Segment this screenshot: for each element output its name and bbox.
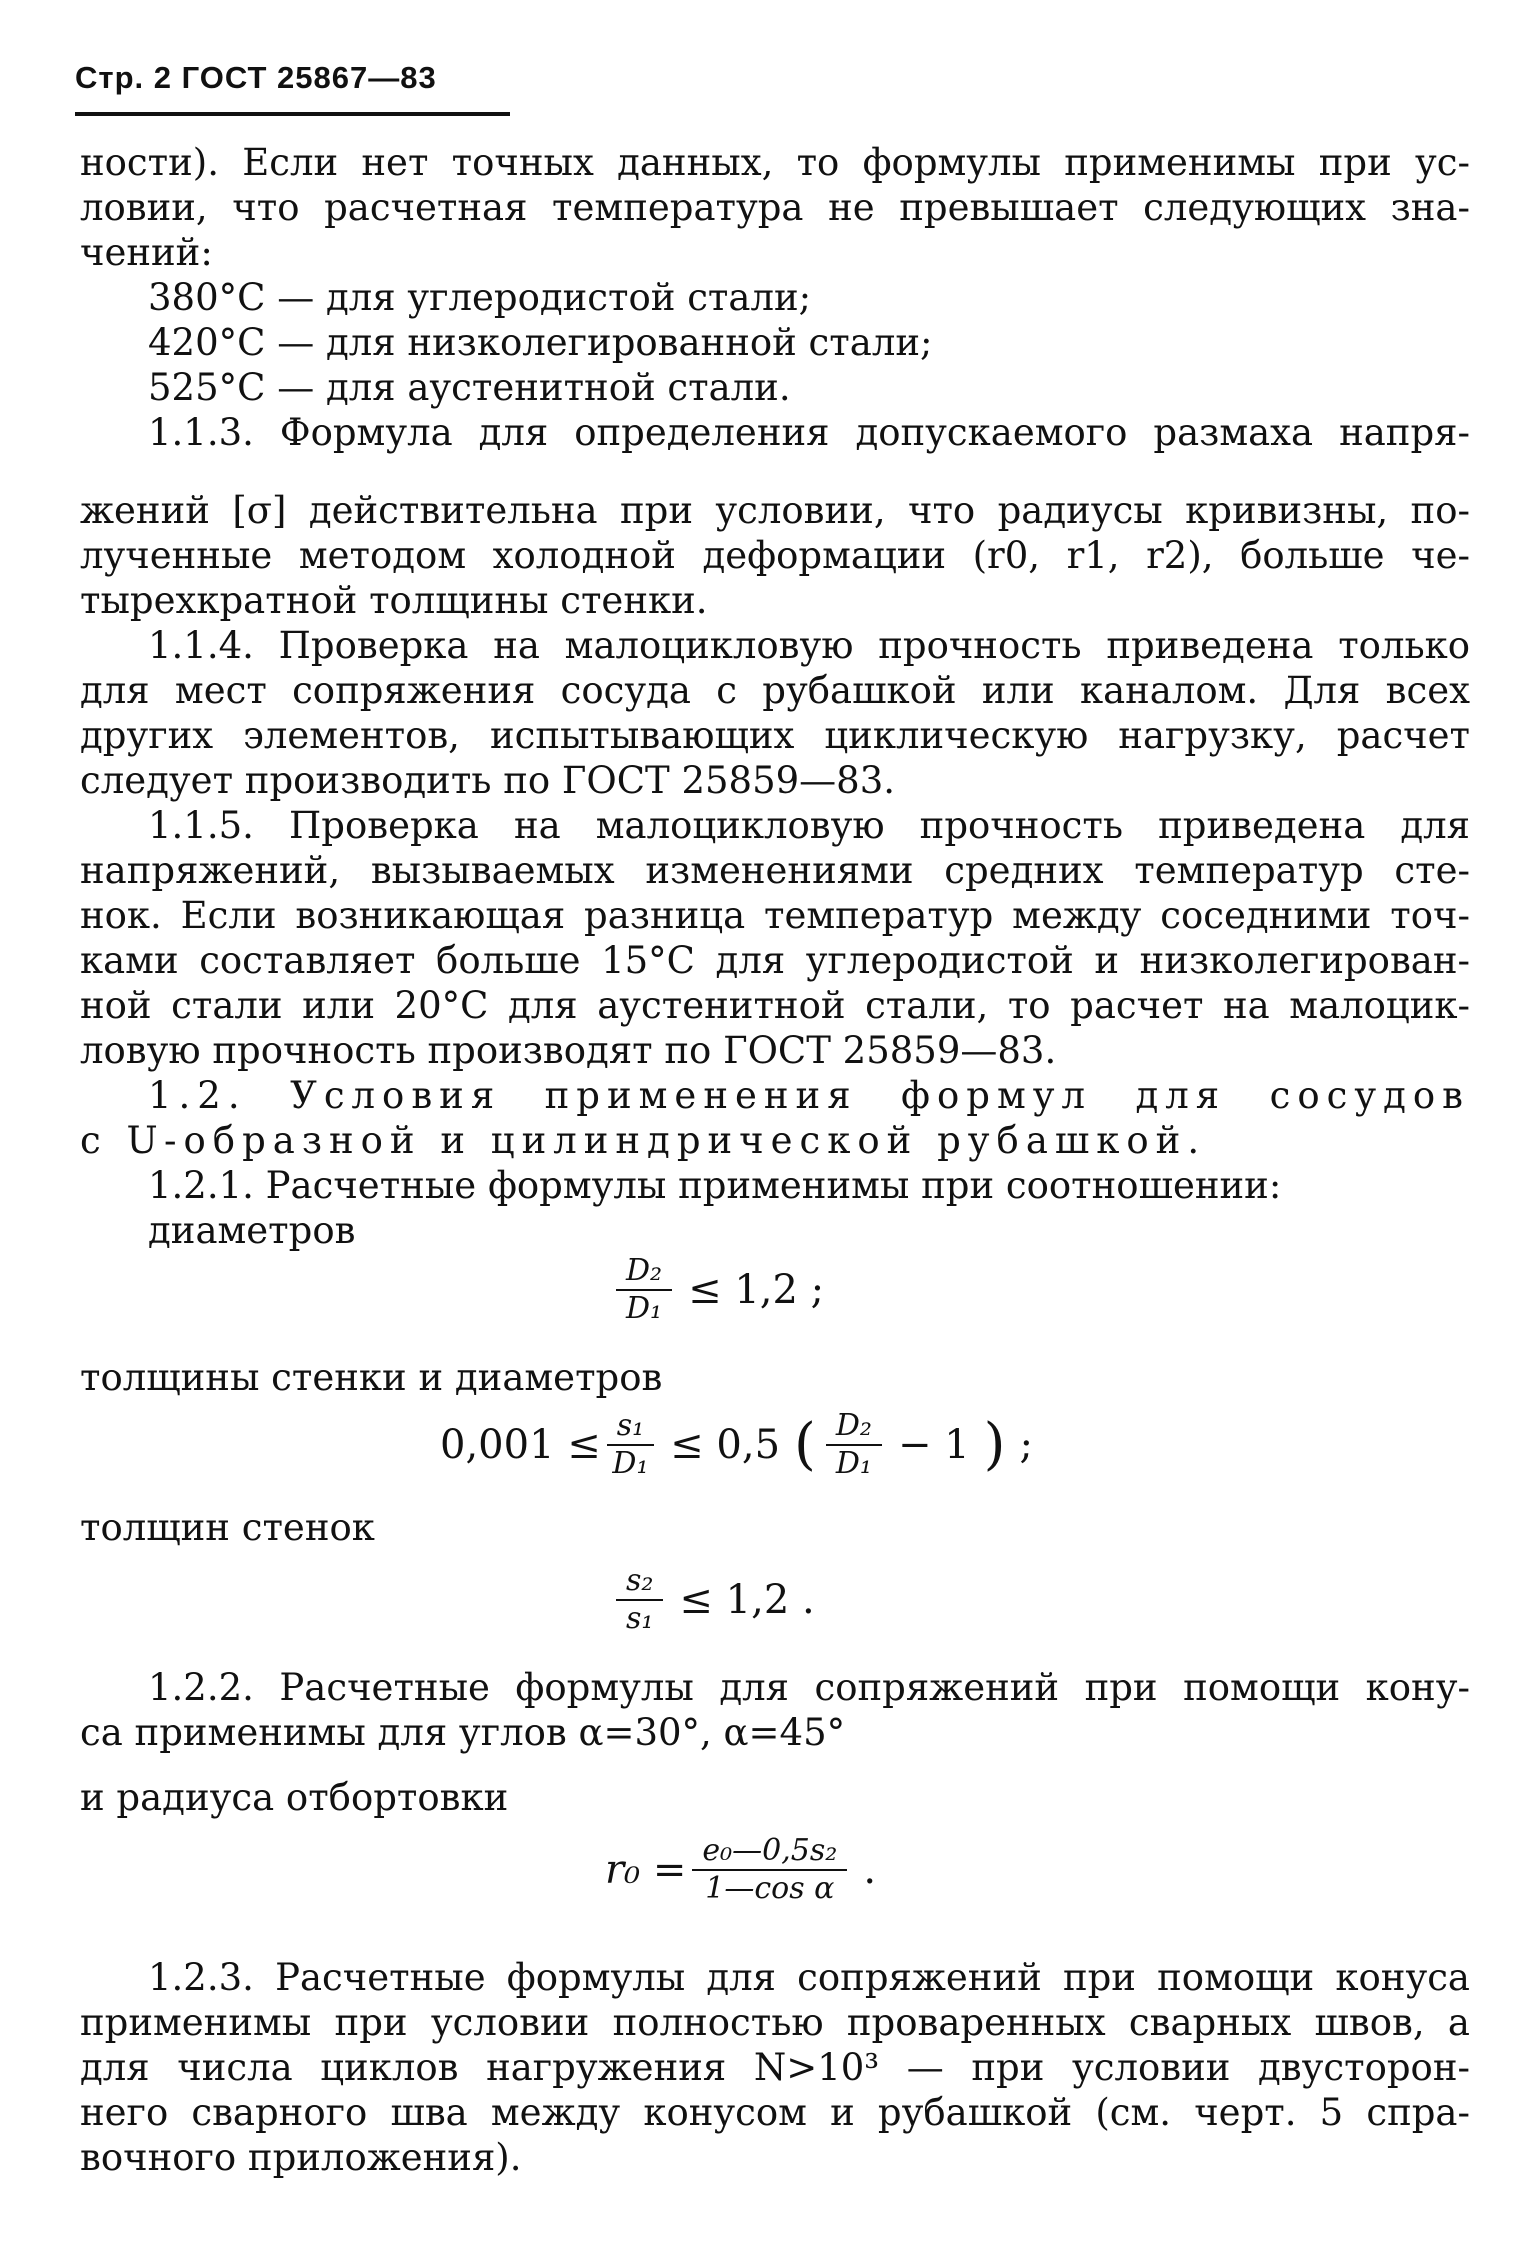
- denominator: D₁: [626, 1291, 663, 1326]
- numerator: e₀—0,5s₂: [692, 1835, 847, 1871]
- text-line: применимы при условии полностью проваренных сварных швов, а: [80, 2001, 1470, 2044]
- formula-end: .: [863, 1847, 877, 1893]
- fraction: [826, 1410, 882, 1480]
- text-line: ловии, что расчетная температура не превышает следующих зна-: [80, 186, 1470, 229]
- paragraph-1-2-3: [80, 1955, 1470, 2180]
- text-line: для мест сопряжения сосуда с рубашкой или каналом. Для всех: [80, 669, 1470, 712]
- fraction: [607, 1410, 654, 1480]
- text-line: толщины стенки и диаметров: [80, 1356, 663, 1399]
- formula-end: ;: [1019, 1422, 1033, 1468]
- paragraph-1-2-2: [80, 1665, 1470, 1755]
- relation: ≤ 1,2 .: [679, 1577, 815, 1623]
- text-line: 1.2.2. Расчетные формулы для сопряжений при помощи кону-: [148, 1666, 1470, 1709]
- text-line: вочного приложения).: [80, 2136, 522, 2179]
- denominator: 1—cos α: [705, 1871, 835, 1906]
- text-line: 420°С — для низколегированной стали;: [148, 321, 933, 364]
- formula-diameter-ratio: [610, 1255, 834, 1325]
- text-line: 1.2.1. Расчетные формулы применимы при соотношении:: [148, 1164, 1282, 1207]
- text-line: и радиуса отбортовки: [80, 1776, 509, 1819]
- text-line: са применимы для углов α=30°, α=45°: [80, 1711, 846, 1754]
- label-thickness: [80, 1355, 1470, 1400]
- text-line: 1.1.3. Формула для определения допускаемого размаха напря-: [148, 411, 1470, 454]
- text-line: 380°С — для углеродистой стали;: [148, 276, 812, 319]
- denominator: s₁: [626, 1601, 654, 1636]
- formula-mid: ≤ 0,5: [670, 1422, 781, 1468]
- text-line: него сварного шва между конусом и рубашкой (см. черт. 5 спра-: [80, 2091, 1470, 2134]
- section-heading: 1.2. Условия применения формул для сосудов: [148, 1074, 1470, 1117]
- paragraph-intro: [80, 140, 1470, 455]
- formula-flange-radius: [605, 1835, 886, 1905]
- text-line: ности). Если нет точных данных, то формулы применимы при ус-: [80, 141, 1470, 184]
- text-line: для числа циклов нагружения N>10³ — при условии двусторон-: [80, 2046, 1470, 2089]
- numerator: s₂: [616, 1565, 663, 1601]
- formula-tail: − 1: [897, 1422, 970, 1468]
- text-line: других элементов, испытывающих циклическую нагрузку, расчет: [80, 714, 1470, 757]
- text-line: ловую прочность производят по ГОСТ 25859—83.: [80, 1029, 1057, 1072]
- formula-wall-ratio: [610, 1565, 825, 1635]
- text-line: ной стали или 20°С для аустенитной стали, то расчет на малоцик-: [80, 984, 1470, 1027]
- numerator: s₁: [607, 1410, 654, 1446]
- numerator: D₂: [616, 1255, 672, 1291]
- text-line: напряжений, вызываемых изменениями средних температур сте-: [80, 849, 1470, 892]
- page-header: Стр. 2 ГОСТ 25867—83: [75, 60, 437, 95]
- paragraph-1-1-3: [80, 488, 1470, 1253]
- text-line: толщин стенок: [80, 1506, 375, 1549]
- fraction: [616, 1255, 672, 1325]
- label-radius: [80, 1775, 1470, 1820]
- header-underline: [75, 112, 510, 116]
- relation: ≤ 1,2 ;: [688, 1267, 825, 1313]
- text-line: ками составляет больше 15°С для углеродистой и низколегирован-: [80, 939, 1470, 982]
- formula-left: 0,001 ≤: [440, 1422, 601, 1468]
- paren-close: ): [983, 1412, 1006, 1477]
- denominator: D₁: [835, 1446, 872, 1481]
- formula-lhs: r₀ =: [605, 1847, 687, 1893]
- text-line: тырехкратной толщины стенки.: [80, 579, 708, 622]
- text-line: жений [σ] действительна при условии, что радиусы кривизны, по-: [80, 489, 1470, 532]
- text-line: 525°С — для аустенитной стали.: [148, 366, 791, 409]
- text-line: диаметров: [148, 1209, 356, 1252]
- text-line: лученные методом холодной деформации (r0, r1, r2), больше че-: [80, 534, 1470, 577]
- text-line: 1.1.4. Проверка на малоцикловую прочность приведена только: [148, 624, 1470, 667]
- formula-thickness-diameter: [440, 1410, 1043, 1480]
- label-walls: [80, 1505, 1470, 1550]
- fraction: [616, 1565, 663, 1635]
- text-line: 1.2.3. Расчетные формулы для сопряжений при помощи конуса: [148, 1956, 1470, 1999]
- section-heading: с U-образной и цилиндрической рубашкой.: [80, 1119, 1207, 1162]
- numerator: D₂: [826, 1410, 882, 1446]
- denominator: D₁: [612, 1446, 649, 1481]
- fraction: [692, 1835, 847, 1905]
- text-line: следует производить по ГОСТ 25859—83.: [80, 759, 896, 802]
- text-line: 1.1.5. Проверка на малоцикловую прочность приведена для: [148, 804, 1470, 847]
- paren-open: (: [794, 1412, 816, 1477]
- text-line: чений:: [80, 231, 213, 274]
- text-line: нок. Если возникающая разница температур между соседними точ-: [80, 894, 1470, 937]
